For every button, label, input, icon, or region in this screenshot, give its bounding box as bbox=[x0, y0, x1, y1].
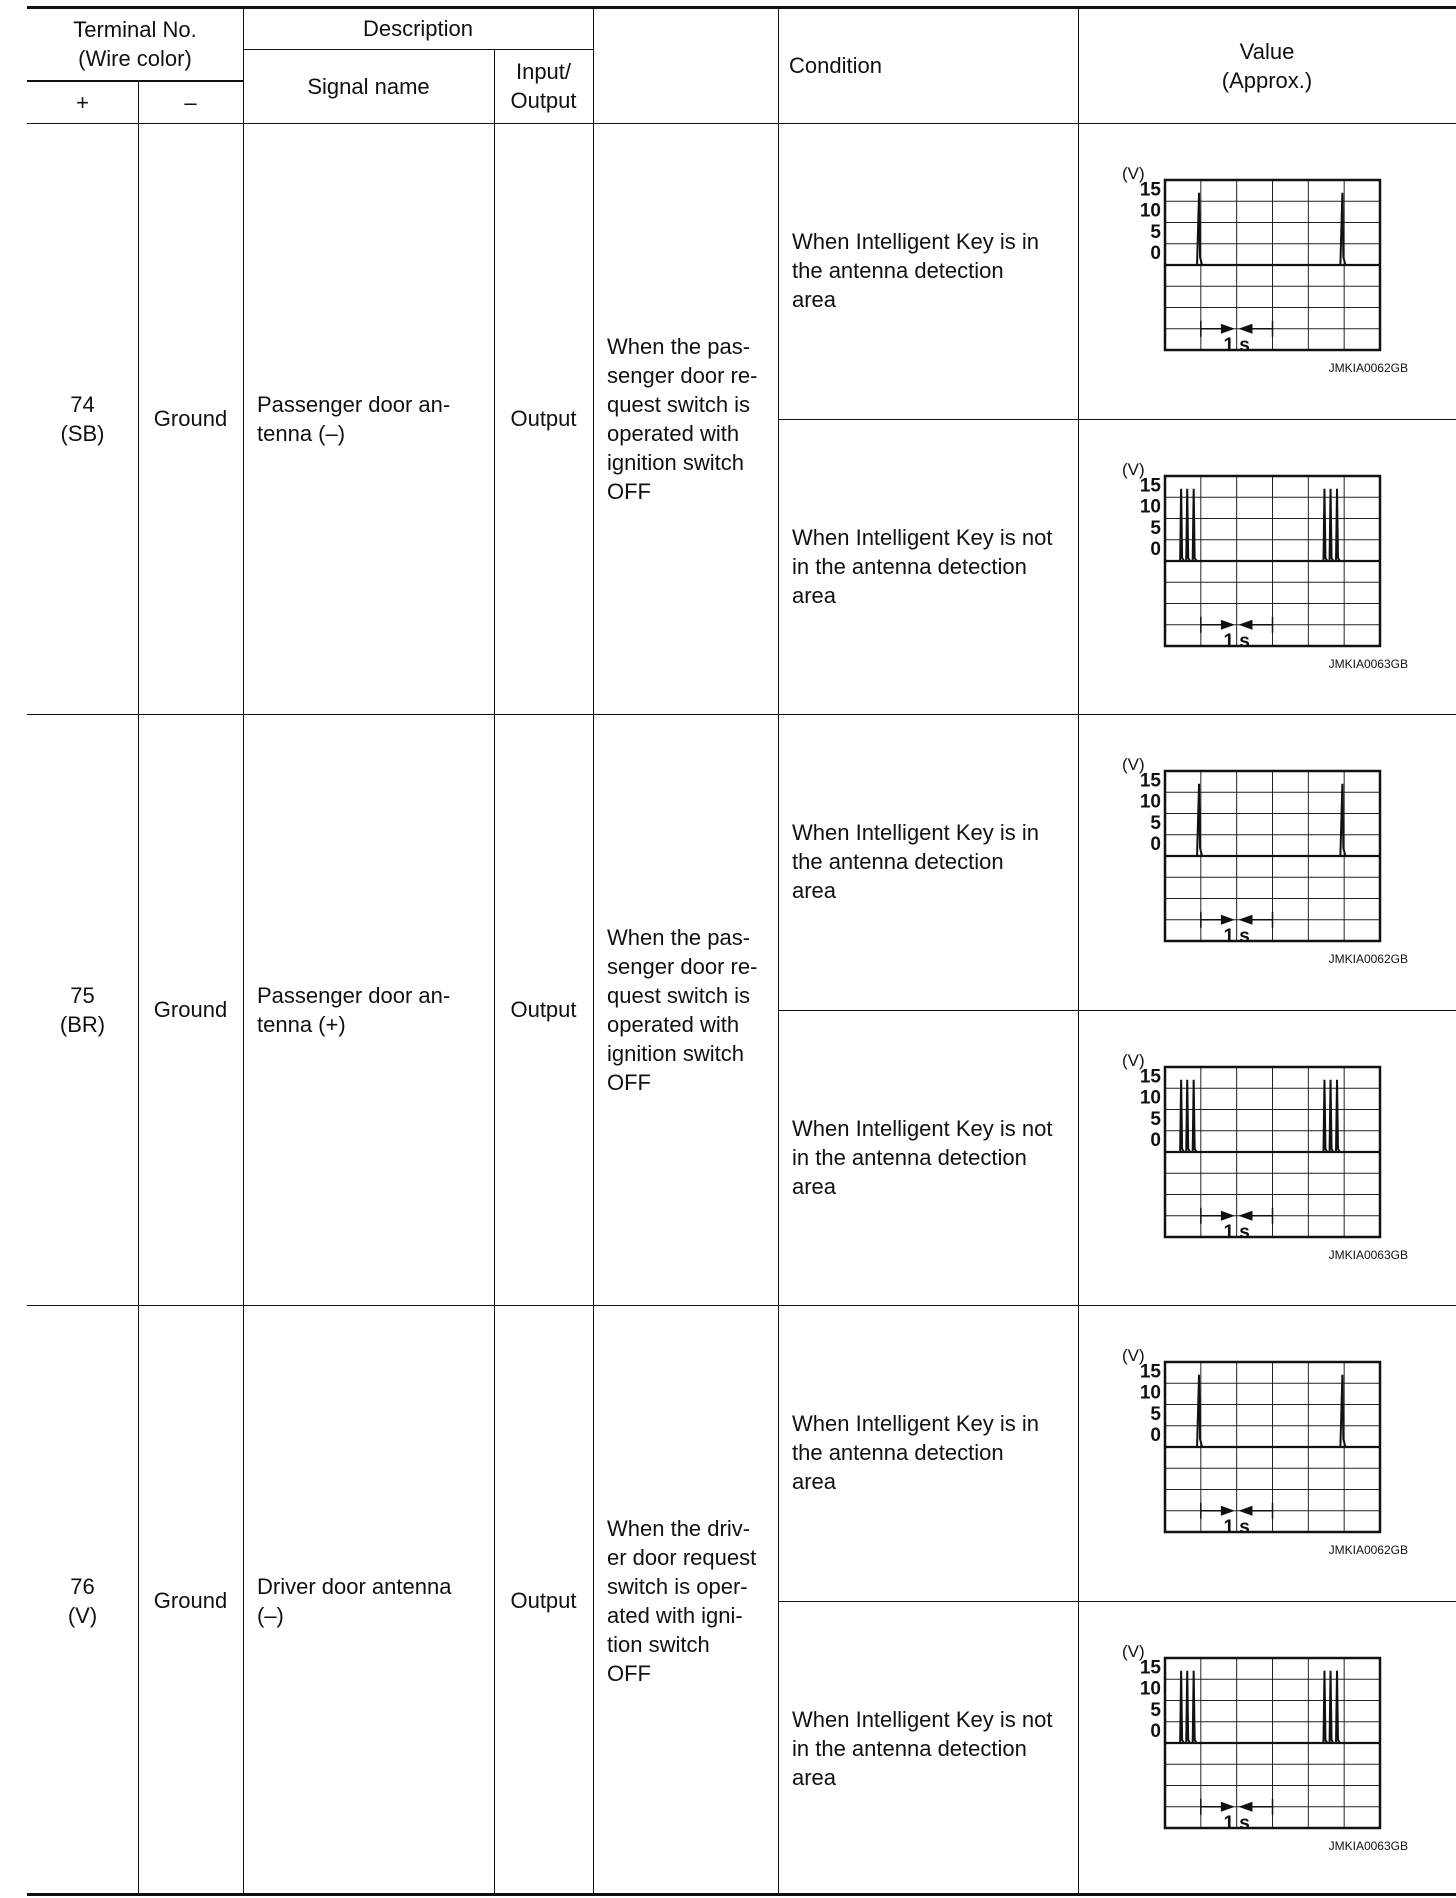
voltage-pulse bbox=[1180, 1079, 1184, 1151]
voltage-pulse bbox=[1186, 1670, 1190, 1742]
y-tick-label: 10 bbox=[1139, 791, 1161, 813]
input-output-text: Output bbox=[510, 997, 577, 1022]
waveform-graph-in bbox=[1120, 163, 1420, 378]
y-tick-label: 15 bbox=[1139, 474, 1161, 496]
y-tick-label: 10 bbox=[1139, 1087, 1161, 1109]
voltage-pulse bbox=[1330, 1670, 1334, 1742]
voltage-pulse bbox=[1336, 488, 1340, 560]
voltage-pulse bbox=[1180, 1670, 1184, 1742]
header-description-text: Description bbox=[362, 16, 474, 41]
condition-sub-text: When Intelligent Key is not in the antenna detection area bbox=[792, 524, 1053, 608]
y-unit-label: (V) bbox=[1122, 1050, 1145, 1070]
voltage-pulse bbox=[1336, 1670, 1340, 1742]
header-terminal-text: Terminal No. (Wire color) bbox=[73, 17, 197, 71]
y-tick-label: 15 bbox=[1139, 179, 1161, 201]
terminal-no bbox=[27, 123, 138, 714]
signal-name bbox=[243, 123, 494, 714]
y-tick-label: 0 bbox=[1150, 834, 1161, 856]
terminal-no-text: 76 (V) bbox=[67, 1573, 98, 1628]
y-tick-label: 0 bbox=[1150, 1425, 1161, 1447]
y-tick-label: 10 bbox=[1139, 200, 1161, 222]
terminal-no-text: 74 (SB) bbox=[60, 391, 105, 446]
condition-sub bbox=[778, 714, 1078, 1010]
y-tick-label: 5 bbox=[1150, 517, 1161, 539]
time-arrow-head bbox=[1221, 1801, 1235, 1811]
signal-name-text: Passenger door an- tenna (+) bbox=[257, 982, 451, 1037]
time-arrow-head bbox=[1238, 619, 1252, 629]
voltage-pulse bbox=[1323, 488, 1327, 560]
header-minus bbox=[138, 82, 243, 123]
condition-sub-text: When Intelligent Key is not in the antenna detection area bbox=[792, 1115, 1053, 1199]
header-description bbox=[243, 8, 593, 49]
header-plus-text: + bbox=[76, 90, 89, 115]
y-tick-label: 5 bbox=[1150, 1403, 1161, 1425]
time-arrow-head bbox=[1221, 619, 1235, 629]
column-rule-5 bbox=[1078, 8, 1079, 1896]
condition-main-text: When the pas- senger door re- quest switch is operated with ignition switch OFF bbox=[607, 924, 758, 1095]
time-arrow-head bbox=[1238, 1801, 1252, 1811]
time-scale-label: 1 s bbox=[1223, 1812, 1250, 1834]
condition-main bbox=[593, 1305, 778, 1896]
voltage-pulse bbox=[1193, 488, 1197, 560]
condition-sub-text: When Intelligent Key is not in the antenna detection area bbox=[792, 1706, 1053, 1790]
voltage-pulse bbox=[1330, 488, 1334, 560]
wire-ground bbox=[138, 123, 243, 714]
header-input-output bbox=[494, 49, 593, 123]
y-tick-label: 0 bbox=[1150, 538, 1161, 560]
voltage-pulse bbox=[1186, 488, 1190, 560]
condition-sub bbox=[778, 1305, 1078, 1601]
wire-ground bbox=[138, 714, 243, 1305]
figure-code: JMKIA0063GB bbox=[1328, 1838, 1408, 1853]
y-tick-label: 5 bbox=[1150, 1108, 1161, 1130]
time-arrow-head bbox=[1221, 1506, 1235, 1516]
voltage-pulse bbox=[1323, 1670, 1327, 1742]
header-signal-name-text: Signal name bbox=[307, 73, 430, 99]
time-scale-label: 1 s bbox=[1223, 925, 1250, 947]
y-tick-label: 5 bbox=[1150, 1699, 1161, 1721]
y-unit-label: (V) bbox=[1122, 1641, 1145, 1661]
y-tick-label: 0 bbox=[1150, 243, 1161, 265]
y-tick-label: 15 bbox=[1139, 770, 1161, 792]
condition-sub bbox=[778, 1601, 1078, 1897]
header-value bbox=[1078, 8, 1456, 123]
time-arrow-head bbox=[1221, 324, 1235, 334]
voltage-pulse bbox=[1180, 488, 1184, 560]
header-condition bbox=[593, 8, 1078, 123]
figure-code: JMKIA0062GB bbox=[1328, 1543, 1408, 1557]
condition-main bbox=[593, 714, 778, 1305]
header-signal-name bbox=[243, 49, 494, 123]
figure-code: JMKIA0063GB bbox=[1328, 1247, 1408, 1262]
figure-code: JMKIA0063GB bbox=[1328, 656, 1408, 671]
time-arrow-head bbox=[1221, 915, 1235, 925]
header-input-output-text: Input/ Output bbox=[510, 59, 577, 113]
y-tick-label: 5 bbox=[1150, 812, 1161, 834]
input-output-text: Output bbox=[510, 406, 577, 431]
wire-ground-text: Ground bbox=[153, 1588, 228, 1613]
waveform-graph-out bbox=[1120, 1641, 1420, 1856]
terminal-no bbox=[27, 1305, 138, 1896]
condition-sub bbox=[778, 419, 1078, 715]
time-arrow-head bbox=[1238, 915, 1252, 925]
voltage-pulse bbox=[1330, 1079, 1334, 1151]
header-value-text: Value (Approx.) bbox=[1221, 38, 1313, 93]
time-scale-label: 1 s bbox=[1223, 1221, 1250, 1243]
y-tick-label: 0 bbox=[1150, 1720, 1161, 1742]
time-arrow-head bbox=[1238, 1210, 1252, 1220]
signal-name bbox=[243, 714, 494, 1305]
voltage-pulse bbox=[1186, 1079, 1190, 1151]
input-output-text: Output bbox=[510, 1588, 577, 1613]
y-unit-label: (V) bbox=[1122, 755, 1145, 774]
y-unit-label: (V) bbox=[1122, 164, 1145, 183]
header-condition-text: Condition bbox=[789, 53, 882, 78]
y-tick-label: 10 bbox=[1139, 1678, 1161, 1700]
condition-sub-text: When Intelligent Key is in the antenna detection area bbox=[792, 820, 1040, 904]
time-arrow-head bbox=[1238, 324, 1252, 334]
condition-sub-text: When Intelligent Key is in the antenna detection area bbox=[792, 229, 1040, 313]
condition-main-text: When the pas- senger door re- quest switch is operated with ignition switch OFF bbox=[607, 333, 758, 504]
condition-main-text: When the driv- er door request switch is oper- ated with igni- tion switch OFF bbox=[607, 1515, 757, 1686]
voltage-pulse bbox=[1336, 1079, 1340, 1151]
time-arrow-head bbox=[1238, 1506, 1252, 1516]
y-tick-label: 5 bbox=[1150, 221, 1161, 243]
y-tick-label: 10 bbox=[1139, 496, 1161, 518]
signal-name-text: Passenger door an- tenna (–) bbox=[257, 391, 451, 446]
wire-ground-text: Ground bbox=[153, 997, 228, 1022]
waveform-graph-in bbox=[1120, 754, 1420, 969]
voltage-pulse bbox=[1193, 1670, 1197, 1742]
waveform-graph-out bbox=[1120, 1050, 1420, 1265]
time-scale-label: 1 s bbox=[1223, 630, 1250, 652]
figure-code: JMKIA0062GB bbox=[1328, 361, 1408, 375]
y-tick-label: 15 bbox=[1139, 1656, 1161, 1678]
time-scale-label: 1 s bbox=[1223, 334, 1250, 356]
condition-sub-text: When Intelligent Key is in the antenna detection area bbox=[792, 1411, 1040, 1495]
input-output bbox=[494, 1305, 593, 1896]
time-arrow-head bbox=[1221, 1210, 1235, 1220]
terminal-no bbox=[27, 714, 138, 1305]
input-output bbox=[494, 123, 593, 714]
y-tick-label: 15 bbox=[1139, 1361, 1161, 1383]
voltage-pulse bbox=[1193, 1079, 1197, 1151]
condition-sub bbox=[778, 1010, 1078, 1306]
y-unit-label: (V) bbox=[1122, 459, 1145, 479]
terminal-no-text: 75 (BR) bbox=[59, 982, 106, 1037]
figure-code: JMKIA0062GB bbox=[1328, 952, 1408, 966]
header-terminal bbox=[27, 8, 243, 80]
header-plus bbox=[27, 82, 138, 123]
waveform-graph-out bbox=[1120, 459, 1420, 674]
signal-name-text: Driver door antenna (–) bbox=[257, 1573, 452, 1628]
y-tick-label: 0 bbox=[1150, 1129, 1161, 1151]
y-tick-label: 10 bbox=[1139, 1382, 1161, 1404]
header-minus-text: – bbox=[184, 90, 197, 115]
time-scale-label: 1 s bbox=[1223, 1516, 1250, 1538]
input-output bbox=[494, 714, 593, 1305]
condition-sub bbox=[778, 123, 1078, 419]
wire-ground-text: Ground bbox=[153, 406, 228, 431]
voltage-pulse bbox=[1323, 1079, 1327, 1151]
y-tick-label: 15 bbox=[1139, 1065, 1161, 1087]
waveform-graph-in bbox=[1120, 1345, 1420, 1560]
y-unit-label: (V) bbox=[1122, 1346, 1145, 1365]
condition-main bbox=[593, 123, 778, 714]
signal-name bbox=[243, 1305, 494, 1896]
wire-ground bbox=[138, 1305, 243, 1896]
